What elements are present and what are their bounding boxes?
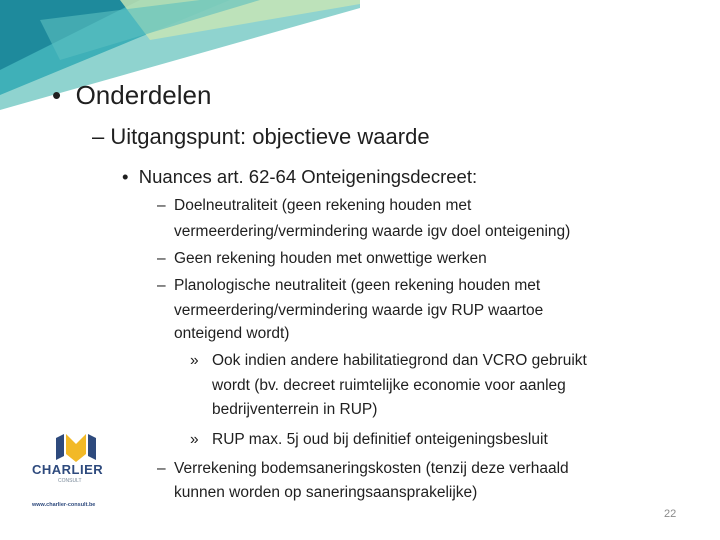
sub-item-line: Geen rekening houden met onwettige werken [174, 250, 487, 267]
sub-item-line: kunnen worden op saneringsaansprakelijke) [174, 484, 478, 501]
dash-marker: – [157, 460, 166, 477]
bullet-level2 [92, 124, 430, 150]
sub-item-continuation [174, 325, 289, 343]
page-number: 22 [664, 508, 677, 520]
sub-item-continuation [174, 484, 477, 502]
bullet-level3 [122, 166, 477, 188]
sub-item [157, 277, 541, 295]
logo-subtitle: CONSULT [58, 478, 82, 484]
dash-marker: – [157, 277, 166, 294]
dash-marker: – [157, 197, 166, 214]
sub-sub-item [190, 352, 587, 370]
sub-item-line: Verrekening bodemsaneringskosten (tenzij deze verhaald [174, 460, 569, 477]
dash-marker: – [157, 250, 166, 267]
bullet-level1-text: Onderdelen [75, 80, 212, 110]
bullet-level3-text: Nuances art. 62-64 Onteigeningsdecreet: [138, 166, 478, 187]
sub-sub-item-line: bedrijventerrein in RUP) [212, 401, 378, 418]
bullet-level1 [52, 80, 211, 111]
sub-item [157, 197, 472, 215]
logo-name: CHARLIER [32, 462, 104, 477]
sub-item-line: vermeerdering/vermindering waarde igv doel onteigening) [174, 223, 571, 240]
sub-item-line: Planologische neutraliteit (geen rekening houden met [174, 277, 541, 294]
chevron-marker: » [190, 352, 199, 369]
sub-item-line: onteigend wordt) [174, 325, 290, 342]
sub-sub-item-line: RUP max. 5j oud bij definitief onteigeningsbesluit [212, 431, 548, 448]
sub-item-line: vermeerdering/vermindering waarde igv RUP waartoe [174, 302, 544, 319]
sub-item-continuation [174, 223, 570, 241]
bullet-dot: • [52, 80, 76, 110]
chevron-marker: » [190, 431, 199, 448]
sub-item-line: Doelneutraliteit (geen rekening houden met [174, 197, 472, 214]
sub-sub-item-line: Ook indien andere habilitatiegrond dan VCRO gebruikt [212, 352, 587, 369]
dash-marker: – [92, 124, 111, 149]
bullet-dot: • [122, 166, 139, 187]
sub-sub-item [190, 431, 548, 449]
sub-item-continuation [174, 302, 543, 320]
sub-item [157, 250, 487, 268]
sub-item [157, 460, 569, 478]
logo-url: www.charlier-consult.be [32, 502, 96, 508]
sub-sub-item-continuation [212, 377, 566, 395]
bullet-level2-text: Uitgangspunt: objectieve waarde [110, 124, 430, 149]
sub-sub-item-continuation [212, 401, 377, 419]
sub-sub-item-line: wordt (bv. decreet ruimtelijke economie voor aanleg [212, 377, 566, 394]
